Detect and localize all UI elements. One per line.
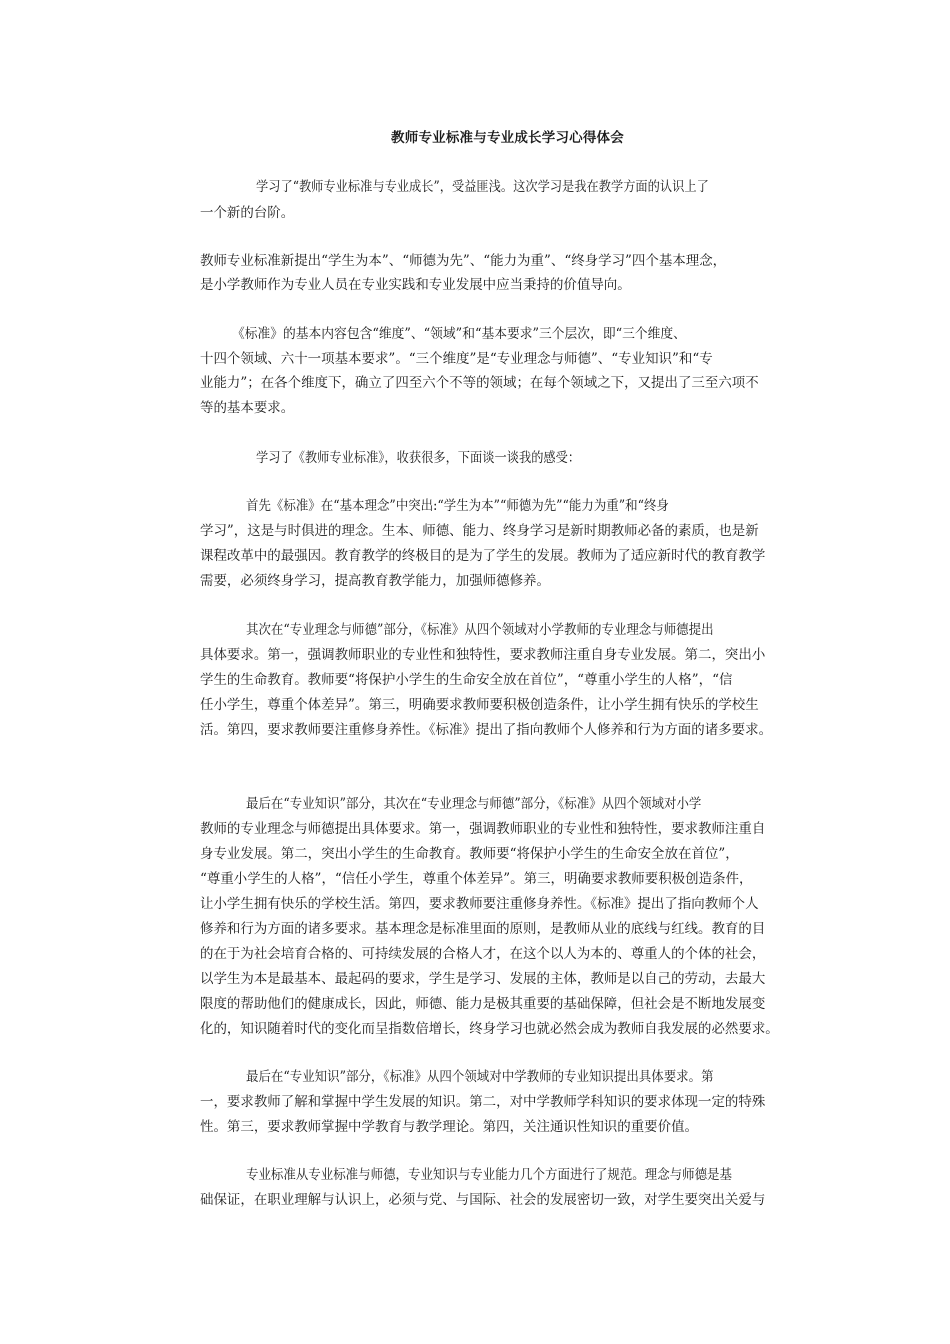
paragraph-6-line-2: 具体要求。第一，强调教师职业的专业性和独特性，要求教师注重自身专业发展。第二，突出小 xyxy=(200,647,766,663)
paragraph-8-line-1: 最后在“专业知识”部分，《标准》从四个领域对中学教师的专业知识提出具体要求。第 xyxy=(246,1069,714,1085)
paragraph-7-line-8: 以学生为本是最基本、最起码的要求，学生是学习、发展的主体，教师是以自己的劳动，去最大 xyxy=(200,971,766,987)
paragraph-3-line-4: 等的基本要求。 xyxy=(200,400,295,416)
paragraph-7-line-3: 身专业发展。第二，突出小学生的生命教育。教师要“将保护小学生的生命安全放在首位”， xyxy=(200,846,739,862)
paragraph-7-line-4: “尊重小学生的人格”，“信任小学生，尊重个体差异”。第三，明确要求教师要积极创造条件， xyxy=(200,871,753,887)
paragraph-1-line-2: 一个新的台阶。 xyxy=(200,205,295,221)
paragraph-1-line-1: 学习了“教师专业标准与专业成长”，受益匪浅。这次学习是我在教学方面的认识上了 xyxy=(256,179,709,195)
paragraph-7-line-2: 教师的专业理念与师德提出具体要求。第一，强调教师职业的专业性和独特性，要求教师注重自 xyxy=(200,821,766,837)
paragraph-6-line-4: 任小学生，尊重个体差异”。第三，明确要求教师要积极创造条件，让小学生拥有快乐的学校生 xyxy=(200,697,759,713)
paragraph-7-line-5: 让小学生拥有快乐的学校生活。第四，要求教师要注重修身养性。《标准》提出了指向教师个人 xyxy=(200,896,759,912)
paragraph-5-line-2: 学习”，这是与时俱进的理念。生本、师德、能力、终身学习是新时期教师必备的素质，也是新 xyxy=(200,523,759,539)
paragraph-6-line-3: 学生的生命教育。教师要“将保护小学生的生命安全放在首位”，“尊重小学生的人格”，“信 xyxy=(200,672,733,688)
paragraph-9-line-1: 专业标准从专业标准与师德，专业知识与专业能力几个方面进行了规范。理念与师德是基 xyxy=(246,1167,732,1183)
paragraph-3-line-1: 《标准》的基本内容包含“维度”、“领域”和“基本要求”三个层次，即“三个维度、 xyxy=(232,326,686,342)
paragraph-8-line-2: 一，要求教师了解和掌握中学生发展的知识。第二，对中学教师学科知识的要求体现一定的特殊 xyxy=(200,1094,766,1110)
paragraph-5-line-3: 课程改革中的最强因。教育教学的终极目的是为了学生的发展。教师为了适应新时代的教育教学 xyxy=(200,548,766,564)
paragraph-3-line-2: 十四个领域、六十一项基本要求”。“三个维度”是“专业理念与师德”、“专业知识”和“专 xyxy=(200,351,713,367)
paragraph-7-line-7: 的在于为社会培育合格的、可持续发展的合格人才，在这个以人为本的、尊重人的个体的社会， xyxy=(200,946,766,962)
paragraph-2-line-1: 教师专业标准新提出“学生为本”、“师德为先”、“能力为重”、“终身学习”四个基本理念， xyxy=(200,253,727,269)
paragraph-6-line-1: 其次在“专业理念与师德”部分，《标准》从四个领域对小学教师的专业理念与师德提出 xyxy=(246,622,714,638)
paragraph-2-line-2: 是小学教师作为专业人员在专业实践和专业发展中应当秉持的价值导向。 xyxy=(200,277,631,293)
paragraph-9-line-2: 础保证，在职业理解与认识上，必须与党、与国际、社会的发展密切一致，对学生要突出关爱与 xyxy=(200,1192,766,1208)
paragraph-7-line-9: 限度的帮助他们的健康成长，因此，师德、能力是极其重要的基础保障，但社会是不断地发展变 xyxy=(200,996,766,1012)
paragraph-8-line-3: 性。第三，要求教师掌握中学教育与教学理论。第四，关注通识性知识的重要价值。 xyxy=(200,1119,699,1135)
paragraph-5-line-4: 需要，必须终身学习，提高教育教学能力，加强师德修养。 xyxy=(200,573,550,589)
paragraph-7-line-1: 最后在“专业知识”部分，其次在“专业理念与师德”部分，《标准》从四个领域对小学 xyxy=(246,796,702,812)
document-title: 教师专业标准与专业成长学习心得体会 xyxy=(391,130,624,146)
paragraph-7-line-6: 修养和行为方面的诸多要求。基本理念是标准里面的原则，是教师从业的底线与红线。教育的目 xyxy=(200,921,766,937)
paragraph-5-line-1: 首先《标准》在“基本理念”中突出:“学生为本”“师德为先”“能力为重”和“终身 xyxy=(246,498,669,514)
paragraph-4-line-1: 学习了《教师专业标准》，收获很多，下面谈一谈我的感受： xyxy=(256,450,581,466)
paragraph-7-line-10: 化的，知识随着时代的变化而呈指数倍增长，终身学习也就必然会成为教师自我发展的必然要求。 xyxy=(200,1021,779,1037)
paragraph-6-line-5: 活。第四，要求教师要注重修身养性。《标准》提出了指向教师个人修养和行为方面的诸多要求。 xyxy=(200,722,773,738)
paragraph-3-line-3: 业能力”；在各个维度下，确立了四至六个不等的领域；在每个领域之下，又提出了三至六项不 xyxy=(200,375,759,391)
